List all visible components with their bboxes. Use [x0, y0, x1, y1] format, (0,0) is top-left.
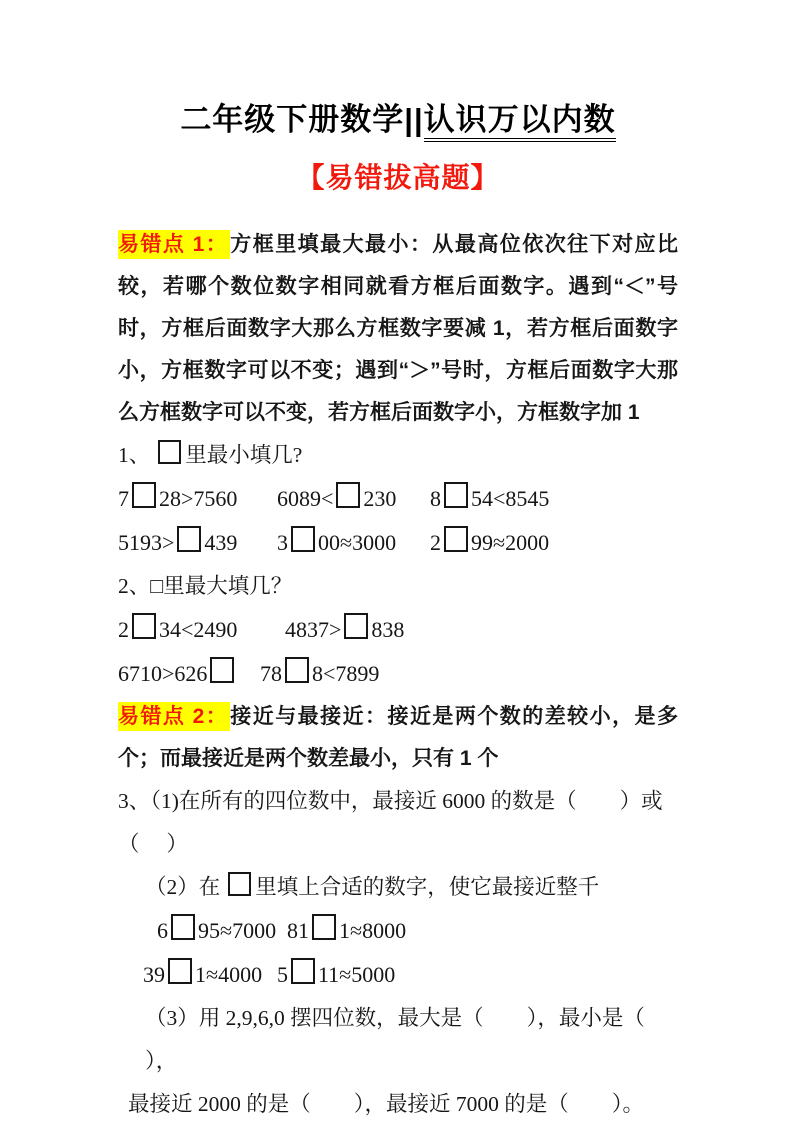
fill-box: [228, 872, 251, 896]
fill-box: [291, 526, 315, 552]
question-3-part-1-text: （1)在所有的四位数中，最接近 6000 的数是（ ）或（ ）: [118, 789, 663, 856]
equation-pre: 2: [118, 617, 129, 642]
fill-box: [171, 914, 195, 940]
equation-post: 99≈2000: [471, 530, 550, 555]
question-2-text: □里最大填几？: [150, 574, 293, 598]
equation: [260, 652, 379, 696]
equation: [143, 953, 277, 997]
q2-equation-row-2: [118, 652, 678, 696]
equation: [287, 909, 406, 953]
page-title: [118, 96, 678, 144]
equation-pre: 8: [430, 486, 441, 511]
equation-pre: 7: [118, 486, 129, 511]
fill-box: [158, 440, 181, 464]
question-2-number: 2、: [118, 574, 151, 598]
equation-pre: 6089<: [277, 486, 334, 511]
equation-pre: 5: [277, 962, 288, 987]
equation: [277, 521, 430, 565]
equation-post: 439: [204, 530, 238, 555]
question-3-part-2-post: 里填上合适的数字，使它最接近整千: [255, 875, 600, 899]
question-2-prompt: [118, 565, 678, 608]
equation-pre: 6710>626: [118, 661, 208, 686]
question-1-prompt: [118, 434, 678, 477]
equation-pre: 6: [157, 918, 168, 943]
fill-box: [444, 526, 468, 552]
fill-box: [312, 914, 336, 940]
fill-box: [336, 482, 360, 508]
equation: [277, 477, 430, 521]
tip-2-label: 易错点 2：: [118, 702, 230, 731]
tip-1-paragraph: [118, 224, 678, 434]
equation: [285, 608, 404, 652]
question-3-part-2-pre: （2）在: [145, 875, 221, 899]
equation-post: 230: [363, 486, 397, 511]
equation: [157, 909, 287, 953]
q1-equation-row-2: [118, 521, 678, 565]
page-subtitle: 【易错拔高题】: [296, 162, 500, 193]
equation: [277, 953, 395, 997]
q3-equation-row-1: [157, 909, 678, 953]
fill-box: [132, 482, 156, 508]
question-1-text: 里最小填几?: [185, 443, 303, 467]
equation-pre: 39: [143, 962, 165, 987]
title-prefix: 二年级下册数学||: [180, 102, 424, 137]
equation: [118, 521, 277, 565]
tip-1-text: 方框里填最大最小：从最高位依次往下对应比较，若哪个数位数字相同就看方框后面数字。遇到“＜”号时，方框后面数字大那么方框数字要减 1，若方框后面数字小，方框数字可以不变；遇到“＞”号时，方框后面数字大那么方框数字可以不变，若方框后面数字小，方框数字加 1: [118, 233, 679, 424]
equation-post: 838: [371, 617, 405, 642]
equation-post: 8<7899: [312, 661, 380, 686]
q2-equation-row-1: [118, 608, 678, 652]
fill-box: [344, 613, 368, 639]
tip-2-paragraph: [118, 696, 678, 780]
equation-post: 34<2490: [159, 617, 238, 642]
equation-post: 28>7560: [159, 486, 238, 511]
question-3-part-2: [145, 866, 678, 909]
fill-box: [444, 482, 468, 508]
question-3-part-3-line-1: （3）用 2,9,6,0 摆四位数，最大是（ ），最小是（ ），: [145, 1006, 688, 1073]
equation-pre: 78: [260, 661, 282, 686]
equation-post: 54<8545: [471, 486, 550, 511]
fill-box: [168, 958, 192, 984]
fill-box: [132, 613, 156, 639]
equation: [430, 521, 549, 565]
title-underlined-part: 认识万以内数: [424, 102, 616, 142]
fill-box: [285, 657, 309, 683]
equation: [118, 652, 260, 696]
question-3-part-1: [118, 780, 678, 866]
fill-box: [177, 526, 201, 552]
tip-1-label: 易错点 1：: [118, 230, 230, 259]
fill-box: [210, 657, 234, 683]
equation-post: 00≈3000: [318, 530, 397, 555]
equation-pre: 81: [287, 918, 309, 943]
fill-box: [291, 958, 315, 984]
equation-post: 1≈8000: [339, 918, 407, 943]
q3-equation-row-2: [143, 953, 678, 997]
equation-pre: 2: [430, 530, 441, 555]
equation-pre: 5193>: [118, 530, 175, 555]
equation-pre: 3: [277, 530, 288, 555]
equation-post: 11≈5000: [318, 962, 396, 987]
equation-post: 95≈7000: [198, 918, 277, 943]
equation-post: 1≈4000: [195, 962, 263, 987]
equation: [430, 477, 549, 521]
tip-2-text: 接近与最接近：接近是两个数的差较小，是多个；而最接近是两个数差最小，只有 1 个: [118, 705, 679, 770]
equation-pre: 4837>: [285, 617, 342, 642]
q1-equation-row-1: [118, 477, 678, 521]
equation: [118, 477, 277, 521]
question-3-part-3-line-2: 最接近 2000 的是（ ），最接近 7000 的是（ ）。: [128, 1092, 645, 1116]
question-1-number: 1、: [118, 443, 151, 467]
question-3-number: 3、: [118, 789, 151, 813]
equation: [118, 608, 285, 652]
